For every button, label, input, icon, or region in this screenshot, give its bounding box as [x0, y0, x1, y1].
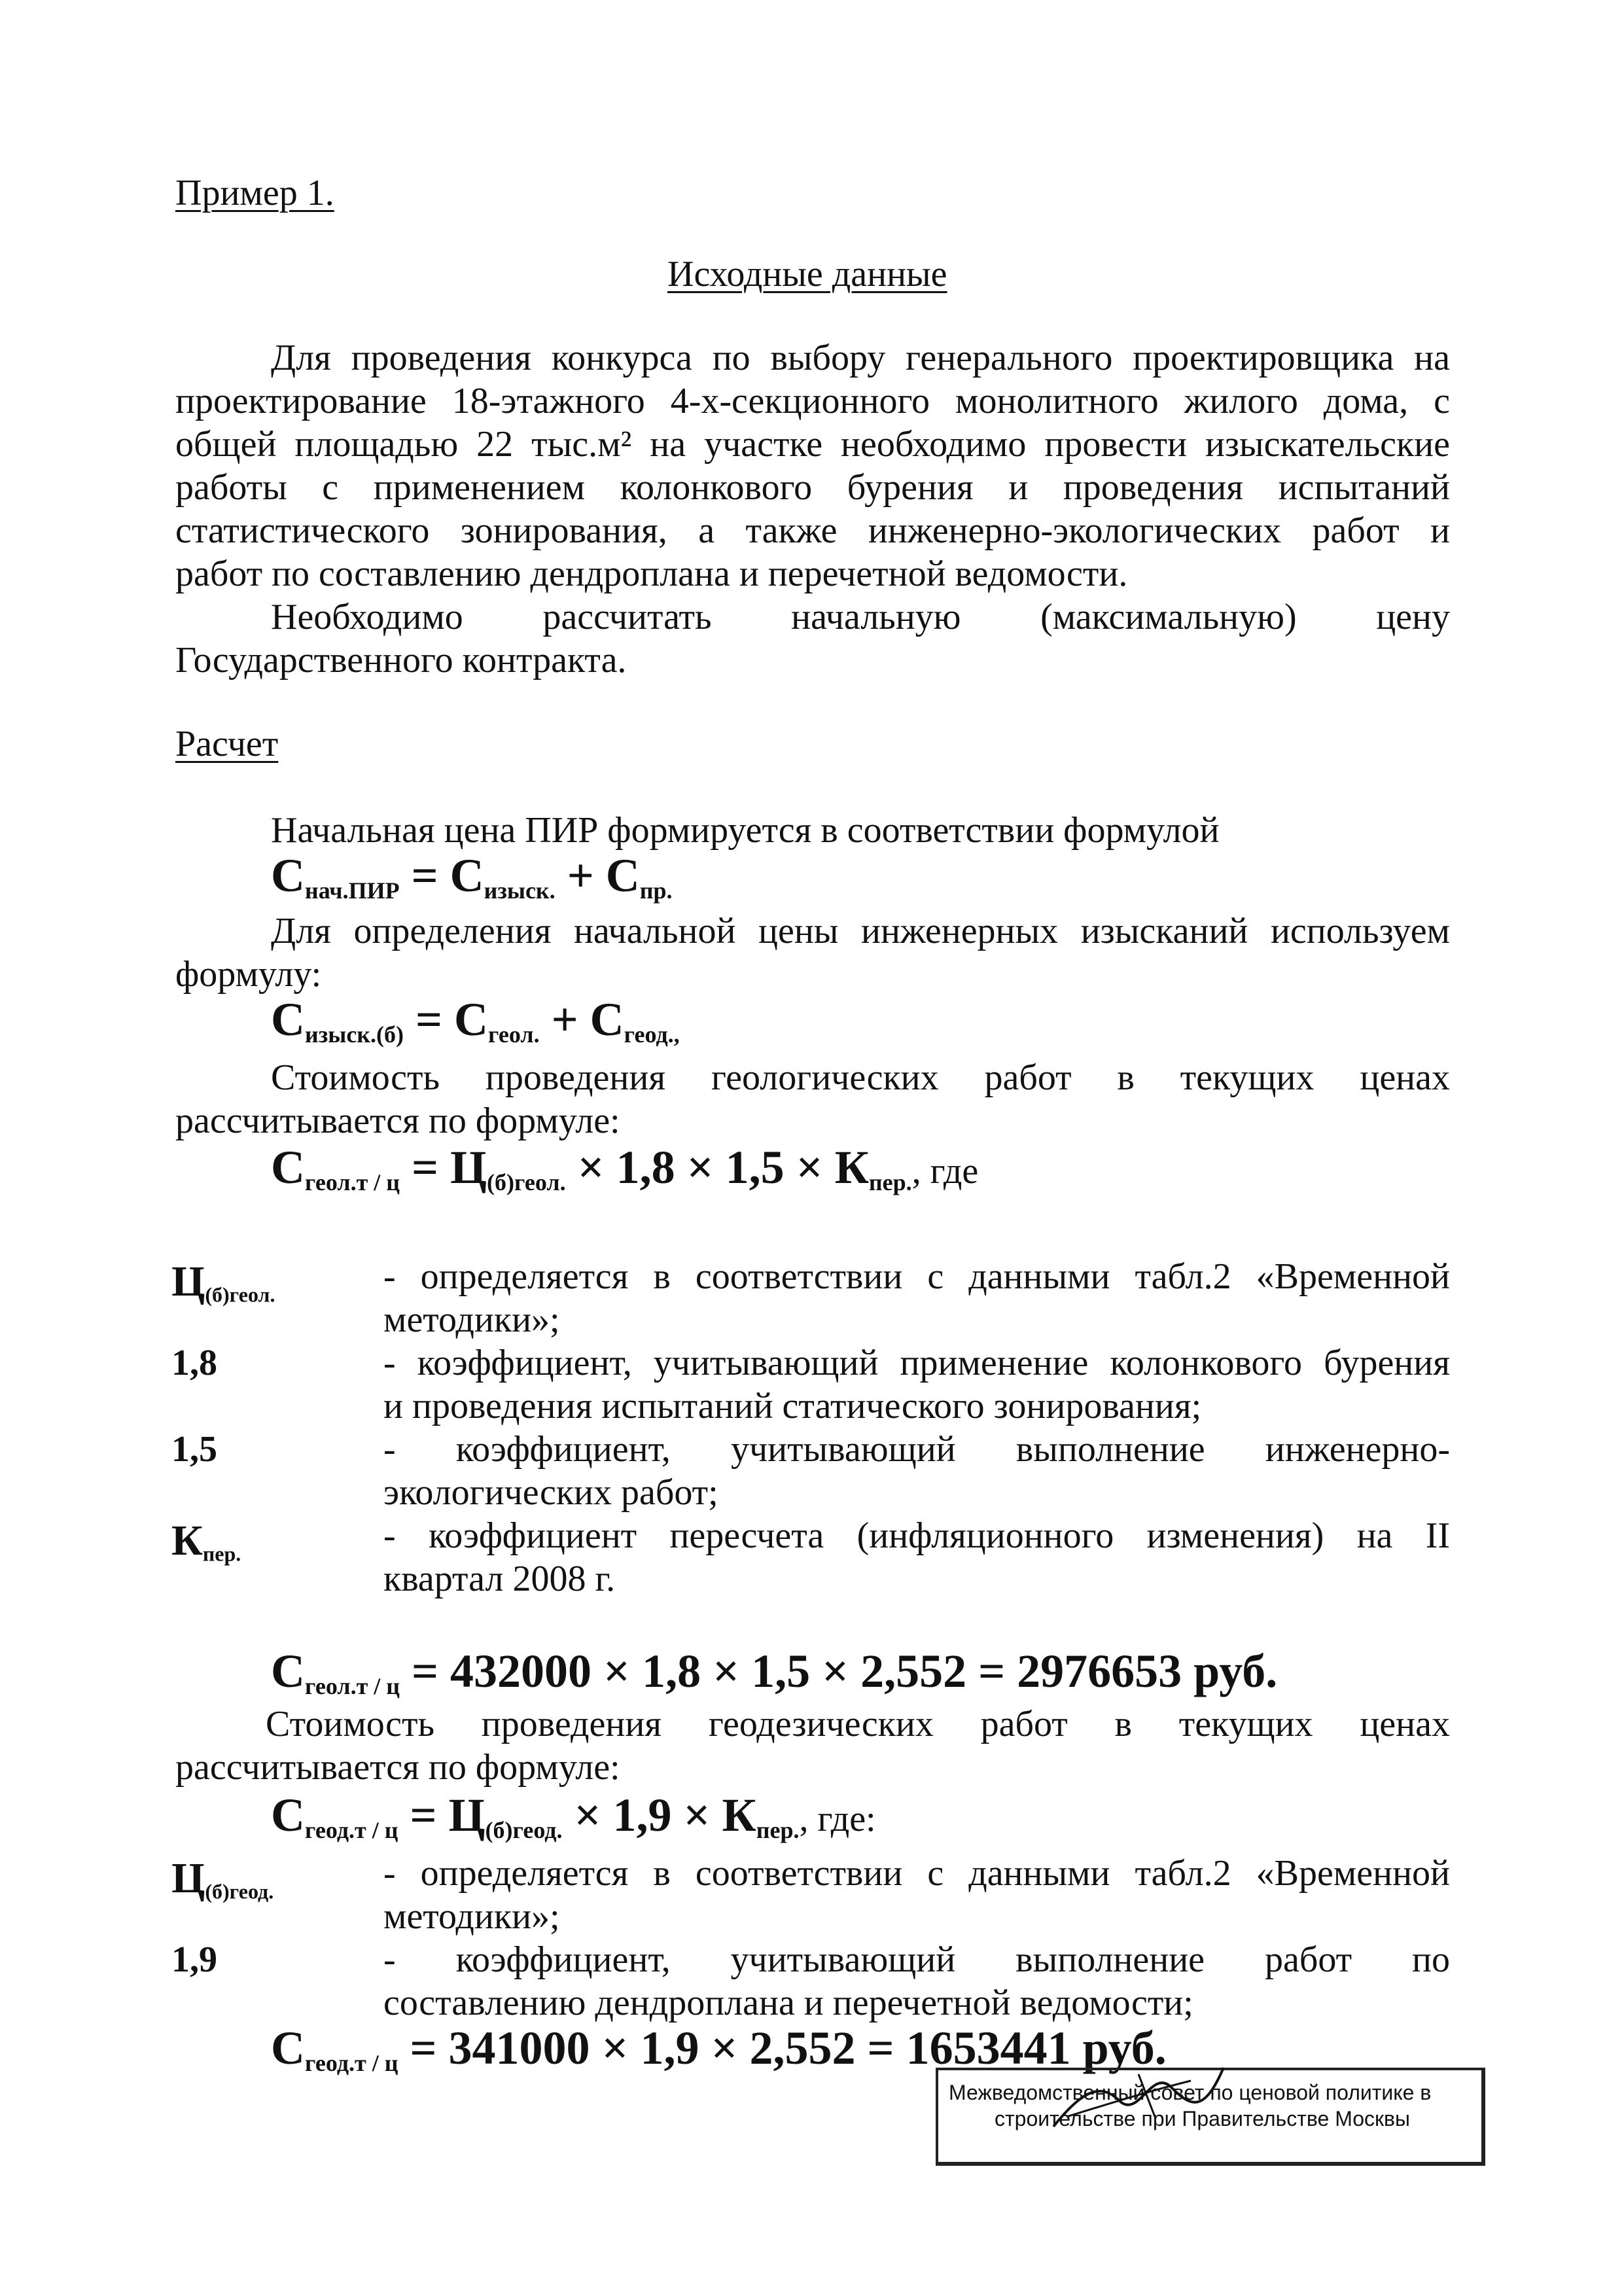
- formula-survey-price: $С_{изыск.(б)} = С_{геол.} + С_{геод.,}$: [271, 993, 680, 1048]
- text-line: Стоимость проведения геологических работ в текущих ценах: [271, 1057, 1450, 1098]
- formula-geology-cost: $С_{геол.т / ц} = Ц_{(б)геол.} \times 1,8 \times 1,5 \times К_{пер.}$, где: [271, 1141, 979, 1195]
- task-paragraph: [271, 595, 1450, 639]
- geodesy-paragraph-end: рассчитывается по формуле:: [175, 1747, 620, 1788]
- definition-text: - коэффициент, учитывающий выполнение инженерно-: [383, 1429, 1450, 1470]
- definition-text-end: и проведения испытаний статического зонирования;: [383, 1386, 1202, 1426]
- definition-text-end: методики»;: [383, 1896, 560, 1937]
- calc-paragraph-2-end: формулу:: [175, 954, 322, 995]
- calc-paragraph-3-end: рассчитывается по формуле:: [175, 1101, 620, 1141]
- definition-symbol: $Ц_{(б)геол.}$: [171, 1258, 275, 1307]
- calc-paragraph-1: Начальная цена ПИР формируется в соответствии формулой: [271, 810, 1220, 851]
- source-data-heading: Исходные данные: [667, 254, 947, 294]
- calc-paragraph-3: [271, 1056, 1450, 1099]
- task-line: Необходимо рассчитать начальную (максимальную) цену: [271, 597, 1450, 637]
- stamp-line: строительстве при Правительстве Москвы: [995, 2107, 1411, 2130]
- intro-line: работы с применением колонкового бурения и проведения испытаний: [175, 467, 1450, 508]
- result-geology-cost: $С_{геол.т / ц} = 432000 \times 1,8 \times 1,5 \times 2,552 = 2976653$ руб.: [271, 1645, 1278, 1699]
- stamp-line: Межведомственный совет по ценовой политике в: [949, 2081, 1432, 2104]
- definition-symbol: $Ц_{(б)геод.}$: [171, 1854, 274, 1903]
- definition-text: - определяется в соответствии с данными табл.2 «Временной: [383, 1256, 1450, 1297]
- intro-line: общей площадью 22 тыс.м² на участке необходимо провести изыскательские: [175, 424, 1450, 465]
- text-line: Стоимость проведения геодезических работ в текущих ценах: [266, 1704, 1450, 1744]
- intro-line: Для проведения конкурса по выбору генерального проектировщика на: [271, 338, 1450, 378]
- definition-symbol: $К_{пер.}$: [171, 1517, 241, 1566]
- definition-text: - коэффициент, учитывающий выполнение работ по: [383, 1939, 1450, 1980]
- definition-text: - коэффициент пересчета (инфляционного изменения) на II: [383, 1515, 1450, 1556]
- definition-symbol: 1,8: [171, 1343, 217, 1383]
- intro-paragraph: [175, 336, 1450, 552]
- definition-text-end: составлению дендроплана и перечетной ведомости;: [383, 1983, 1193, 2023]
- result-geodesy-cost: $С_{геод.т / ц} = 341000 \times 1,9 \times 2,552 = 1653441$ руб.: [271, 2022, 1167, 2076]
- formula-geodesy-cost: $С_{геод.т / ц} = Ц_{(б)геод.} \times 1,9 \times К_{пер.}$, где:: [271, 1789, 876, 1843]
- geodesy-paragraph: [266, 1703, 1450, 1746]
- definition-symbol: 1,5: [171, 1429, 217, 1470]
- text-line: Для определения начальной цены инженерных изысканий используем: [271, 911, 1450, 951]
- intro-line: статистического зонирования, а также инженерно-экологических работ и: [175, 510, 1450, 551]
- definition-text-end: экологических работ;: [383, 1472, 718, 1513]
- definition-text-end: методики»;: [383, 1299, 560, 1340]
- example-title: Пример 1.: [175, 173, 334, 213]
- definition-text: - коэффициент, учитывающий применение колонкового бурения: [383, 1343, 1450, 1383]
- task-last-line: Государственного контракта.: [175, 640, 627, 680]
- signature: [1040, 2055, 1237, 2140]
- intro-line: проектирование 18-этажного 4-х-секционного монолитного жилого дома, с: [175, 381, 1450, 421]
- definition-text-end: квартал 2008 г.: [383, 1559, 616, 1599]
- calc-paragraph-2: [271, 910, 1450, 953]
- formula-total-price: $С_{нач.ПИР} = С_{изыск.} + С_{пр.}$: [271, 849, 673, 904]
- intro-last-line: работ по составлению дендроплана и перечетной ведомости.: [175, 554, 1128, 594]
- definition-text: - определяется в соответствии с данными табл.2 «Временной: [383, 1853, 1450, 1894]
- calc-heading: Расчет: [175, 724, 279, 764]
- definition-symbol: 1,9: [171, 1939, 217, 1980]
